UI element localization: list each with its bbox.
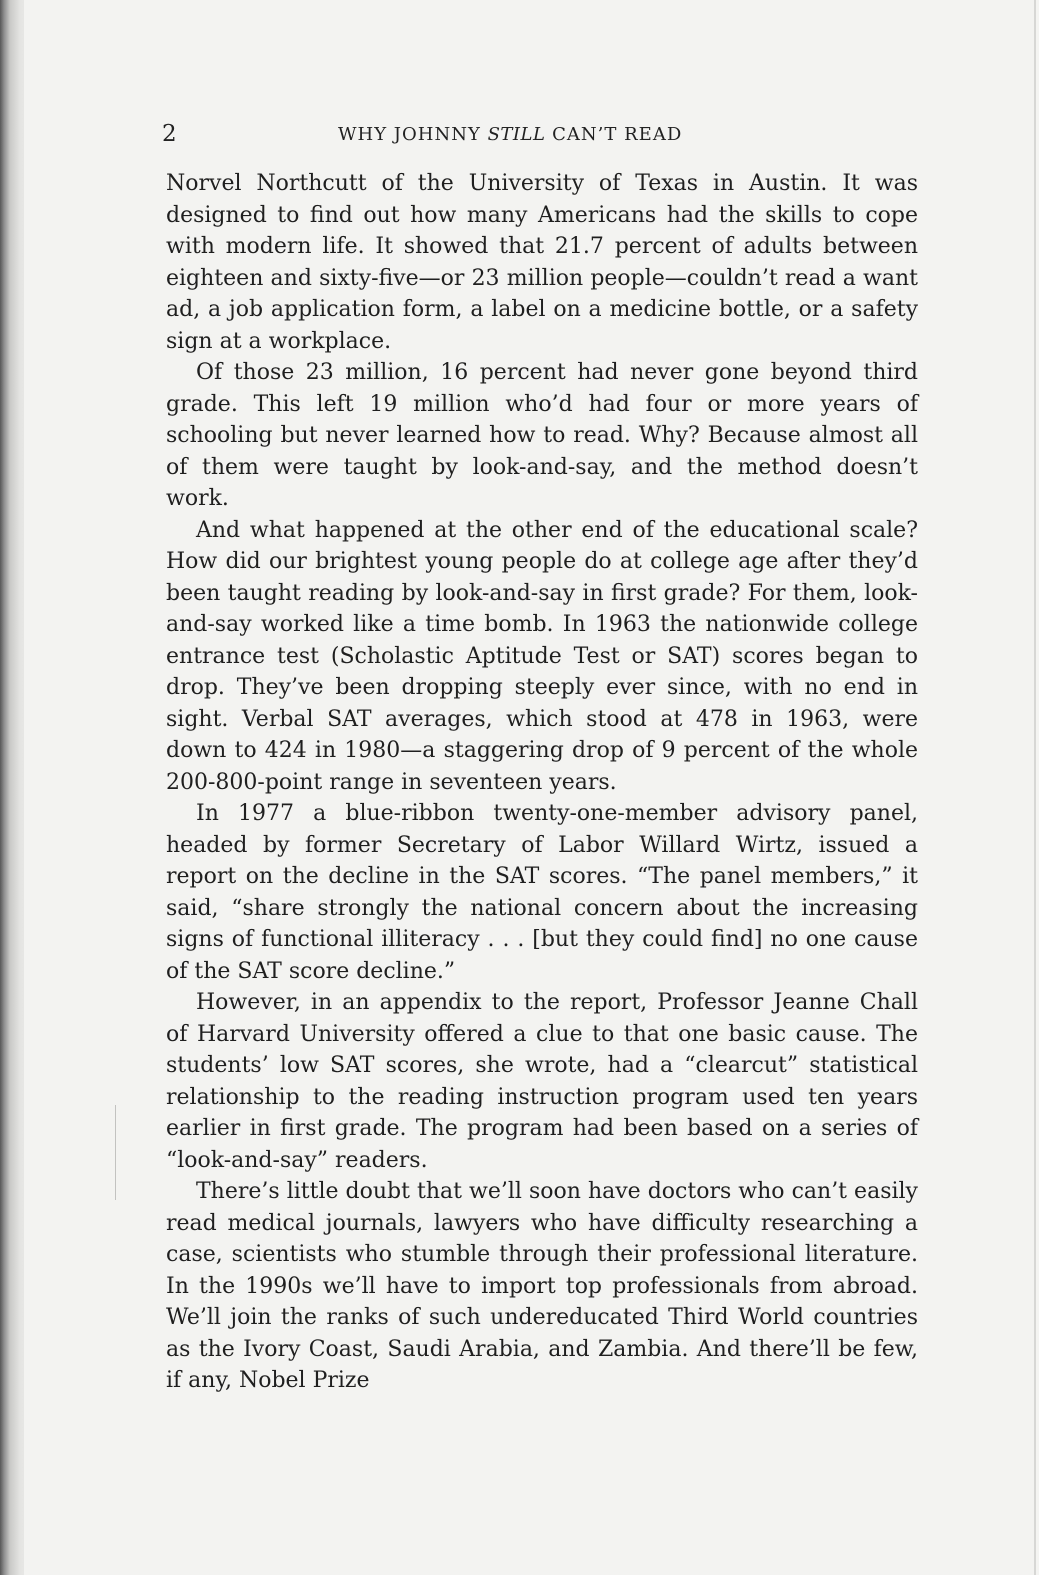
paragraph-survey-results: Norvel Northcutt of the University of Texas in Austin. It was designed to find out how many Americans had the skills to cope with modern life. It showed that 21.7 percent of adults between eighteen and sixty-five—or 23 million people—couldn’t read a want ad, a job application form, a label on a medicine bottle, or a safety sign at a workplace. [166,171,918,354]
paragraph-third-grade: Of those 23 million, 16 percent had never gone beyond third grade. This left 19 million who’d had four or more years of schooling but never learned how to read. Why? Because almost all of them were taught by look-and-say, and the method doesn’t work. [166,360,918,511]
pencil-mark [115,1105,116,1200]
running-title-suffix: CAN’T READ [545,124,683,145]
running-title [338,124,682,145]
paragraph-professional-impact: There’s little doubt that we’ll soon have doctors who can’t easily read medical journals, lawyers who have difficulty researching a case, scientists who stumble through their professional literature. In the 1990s we’ll have to import top professionals from abroad. We’ll join the ranks of such undereducated Third World countries as the Ivory Coast, Saudi Arabia, and Zambia. And there’ll be few, if any, Nobel Prize [166,1179,918,1393]
book-page [24,0,1036,1575]
page-edge-shade [1034,0,1036,1575]
running-title-prefix: WHY JOHNNY [338,124,488,145]
running-title-emphasis: STILL [487,124,546,145]
paragraph-sat-decline: And what happened at the other end of the educational scale? How did our brightest young people do at college age after they’d been taught reading by look-and-say in first grade? For them, look-and-say worked like a time bomb. In 1963 the nationwide college entrance test (Scholastic Aptitude Test or SAT) scores began to drop. They’ve been dropping steeply ever since, with no end in sight. Verbal SAT averages, which stood at 478 in 1963, were down to 424 in 1980—a staggering drop of 9 percent of the whole 200-800-point range in seventeen years. [166,517,918,795]
running-head [162,121,902,155]
page-number: 2 [162,121,177,147]
paragraph-advisory-panel: In 1977 a blue-ribbon twenty-one-member advisory panel, headed by former Secretary of Labor Willard Wirtz, issued a report on the decline in the SAT scores. “The panel members,” it said, “share strongly the national concern about the increasing signs of functional illiteracy . . . [but they could find] no one cause of the SAT score decline.” [166,801,918,984]
body-text [166,168,918,1397]
paragraph-chall-appendix: However, in an appendix to the report, Professor Jeanne Chall of Harvard University offered a clue to that one basic cause. The students’ low SAT scores, she wrote, had a “clearcut” statistical relationship to the reading instruction program used ten years earlier in first grade. The program had been based on a series of “look-and-say” readers. [166,990,918,1173]
